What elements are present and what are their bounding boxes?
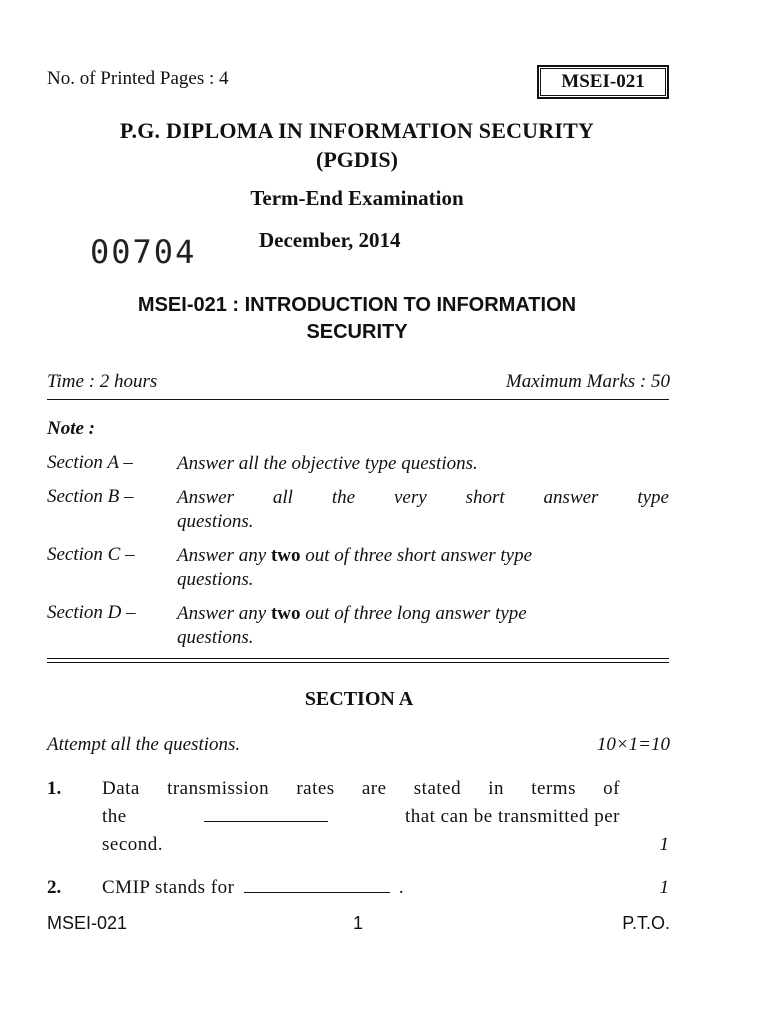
question-2-line-1: CMIP stands for .: [102, 877, 405, 898]
note-heading: Note :: [47, 418, 96, 439]
serial-number: 00704: [90, 233, 197, 271]
question-2-marks: 1: [659, 877, 669, 898]
section-d-instruction-continued: questions.: [177, 627, 254, 648]
exam-duration: Time : 2 hours: [47, 371, 158, 392]
double-divider-top: [47, 658, 669, 659]
section-a-label: Section A –: [47, 452, 133, 473]
course-title: MSEI-021 : INTRODUCTION TO INFORMATION: [137, 294, 577, 316]
question-1-line-1: Data transmission rates are stated in terms of: [102, 778, 620, 799]
printed-pages-count: No. of Printed Pages : 4: [47, 68, 229, 89]
section-c-instruction-continued: questions.: [177, 569, 254, 590]
question-1-line-2: the that can be transmitted per: [102, 806, 620, 827]
section-marks: 10×1=10: [596, 734, 670, 755]
section-b-instruction-continued: questions.: [177, 511, 254, 532]
exam-date: December, 2014: [259, 228, 401, 252]
section-c-instruction: Answer any two out of three short answer type: [177, 545, 532, 566]
question-2-number: 2.: [47, 877, 62, 898]
question-1-marks: 1: [659, 834, 669, 855]
section-a-instruction: Answer all the objective type questions.: [177, 453, 478, 474]
double-divider-bottom: [47, 662, 669, 663]
footer-paper-code: MSEI-021: [47, 913, 128, 933]
footer-pto: P.T.O.: [622, 913, 670, 933]
divider: [47, 399, 669, 400]
section-instruction: Attempt all the questions.: [47, 734, 241, 755]
course-title-continued: SECURITY: [306, 321, 408, 343]
section-heading: SECTION A: [304, 688, 414, 710]
section-d-instruction: Answer any two out of three long answer type: [177, 603, 527, 624]
paper-code-box: [537, 65, 669, 99]
question-1-line-3: second.: [102, 834, 164, 855]
exam-type: Term-End Examination: [250, 186, 464, 210]
programme-title: P.G. DIPLOMA IN INFORMATION SECURITY: [119, 118, 595, 143]
section-c-label: Section C –: [47, 544, 135, 565]
paper-code: MSEI-021: [561, 71, 645, 92]
footer-page-number: 1: [353, 913, 364, 933]
section-b-label: Section B –: [47, 486, 134, 507]
programme-abbreviation: (PGDIS): [316, 147, 398, 172]
section-d-label: Section D –: [47, 602, 136, 623]
maximum-marks: Maximum Marks : 50: [505, 371, 670, 392]
answer-blank: [204, 807, 328, 822]
answer-blank: [244, 878, 390, 893]
question-1-number: 1.: [47, 778, 62, 799]
section-b-instruction: Answer all the very short answer type: [177, 487, 669, 508]
